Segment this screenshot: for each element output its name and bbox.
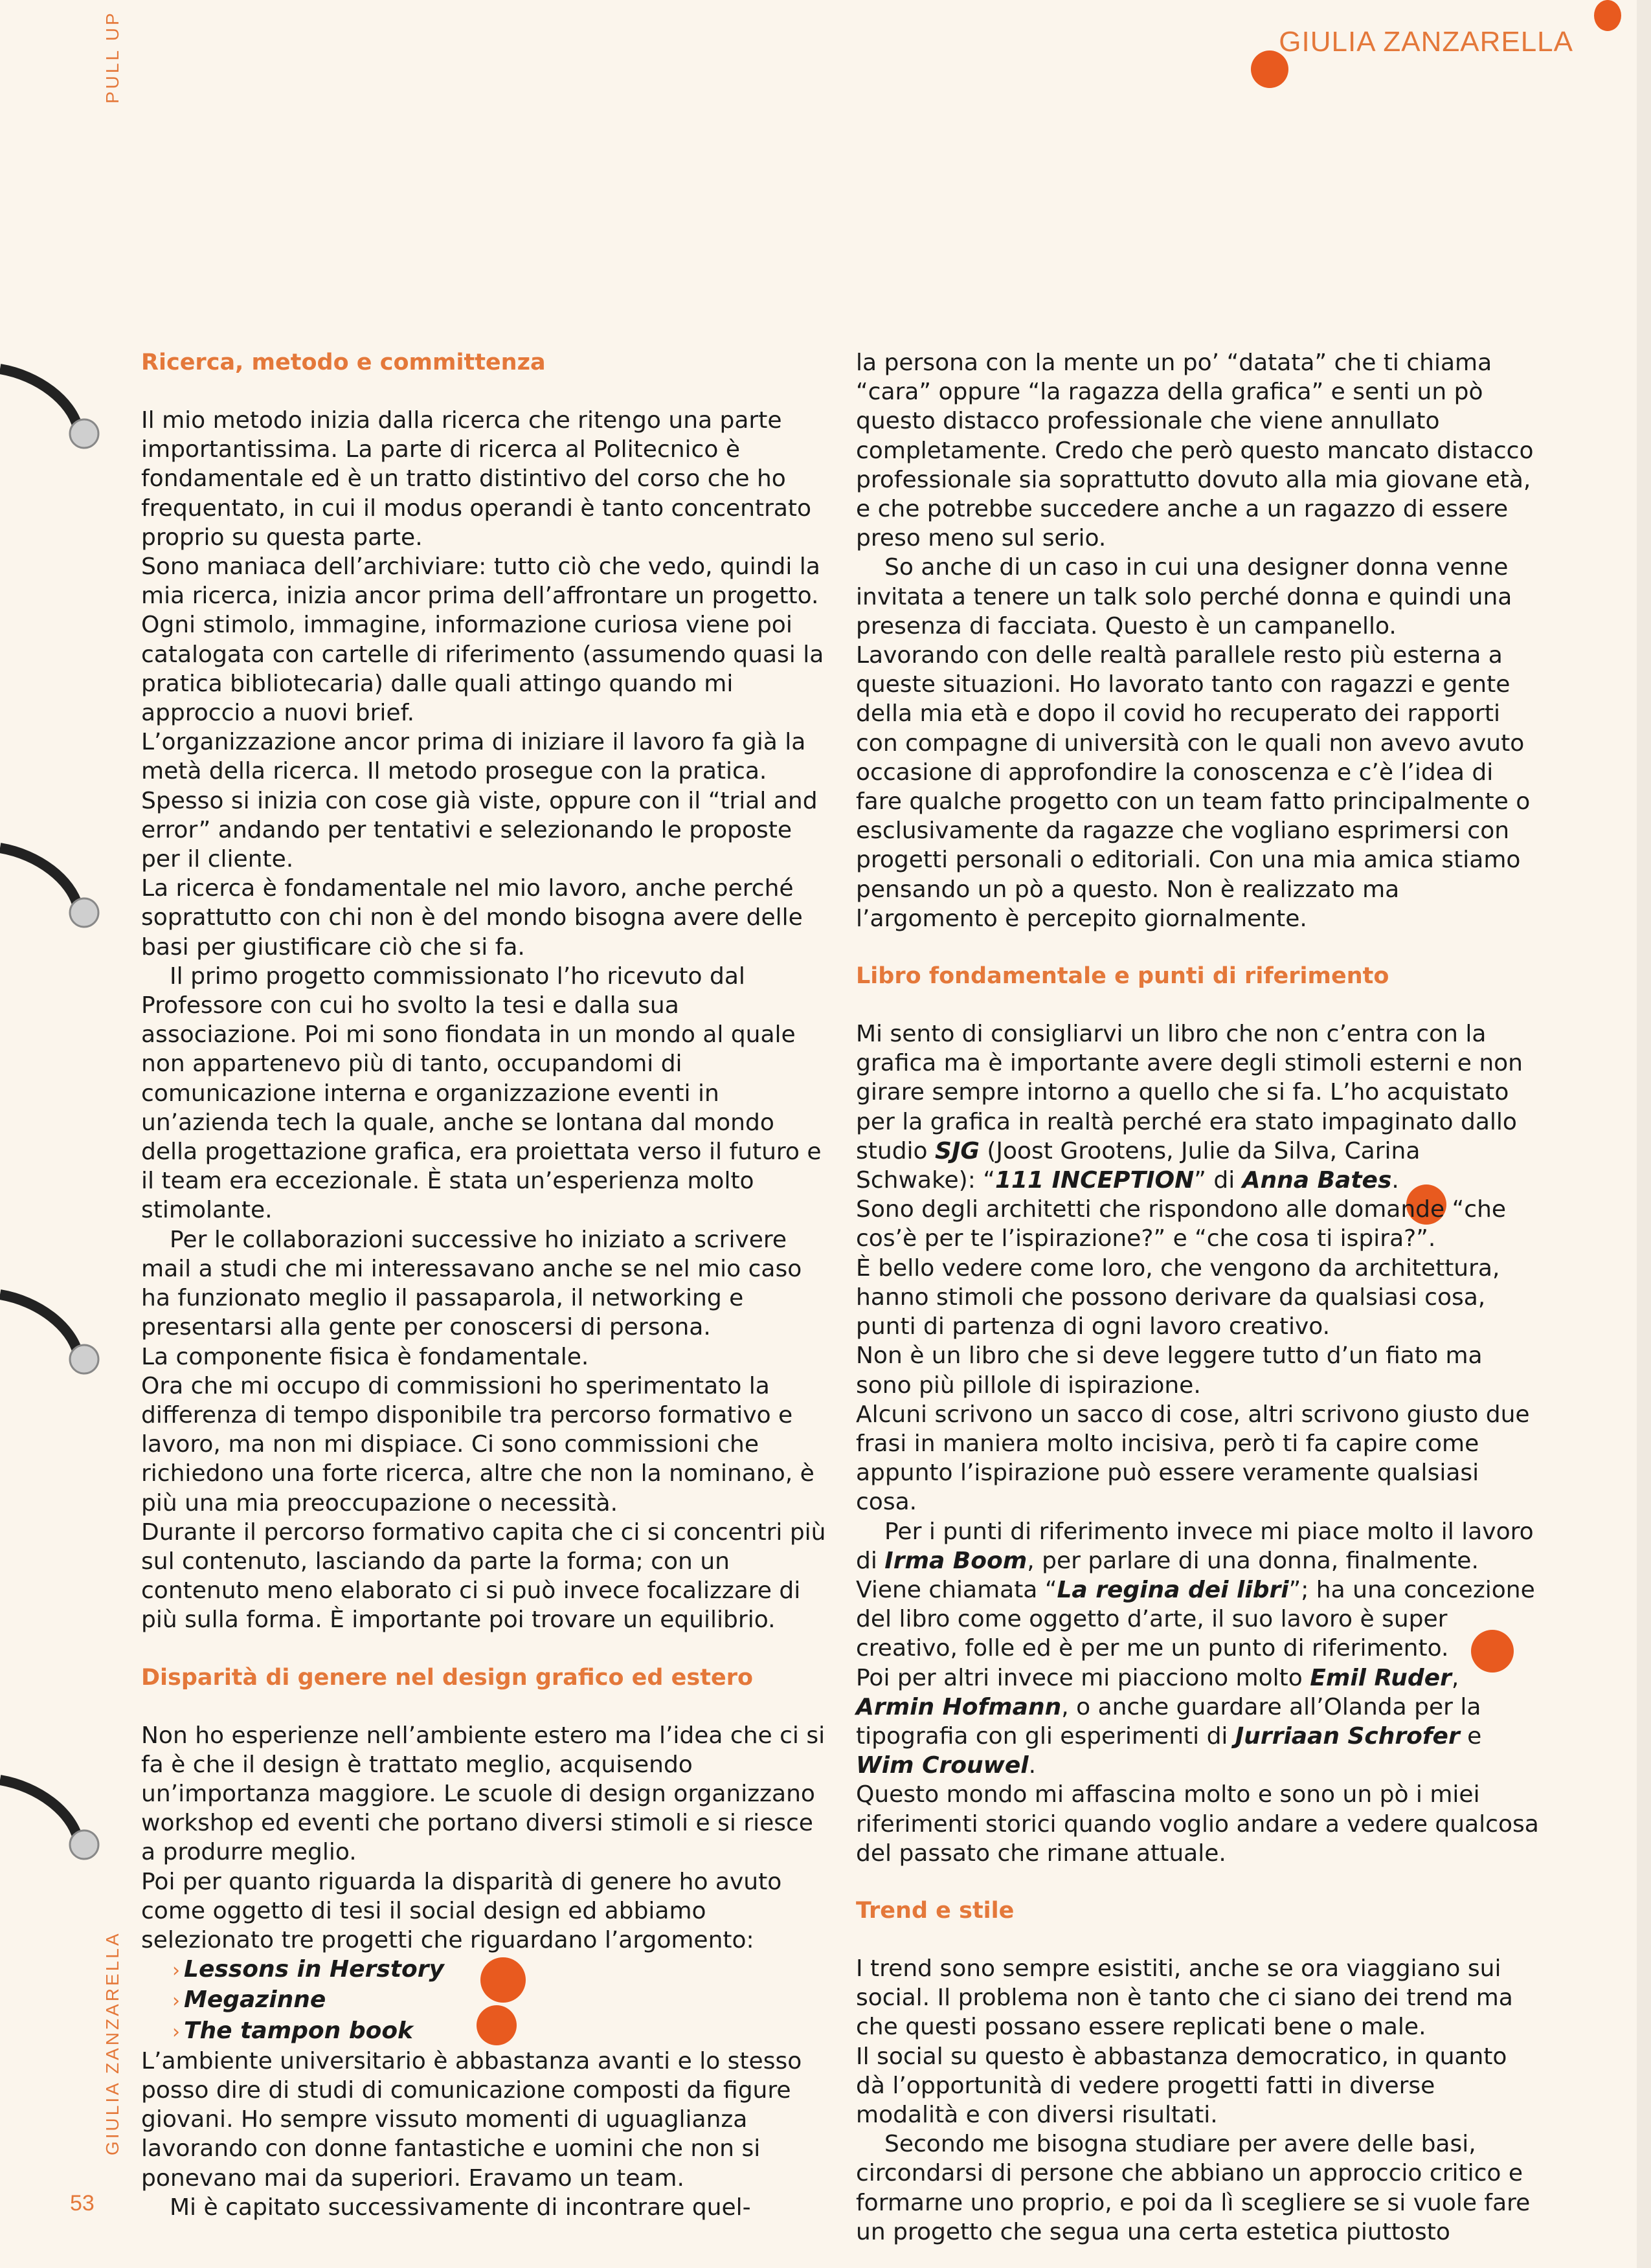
text-run: , o anche guardare all’Olanda per la tipografia con gli esperimenti di — [856, 1693, 1481, 1750]
paragraph: Alcuni scrivono un sacco di cose, altri scrivono giusto due frasi in maniera molto incisiva, però ti fa capire come appunto l’ispirazione può essere veramente qualsiasi cosa. — [856, 1401, 1530, 1516]
binder-ring-icon — [0, 362, 110, 460]
nickname: La regina dei libri — [1057, 1576, 1289, 1603]
text-run: . — [1391, 1167, 1399, 1194]
paragraph: L’ambiente universitario è abbastanza avanti e lo stesso posso dire di studi di comunicazione composti da figure giovani. Ho sempre vissuto momenti di uguaglianza lavorando con donne fantastiche e uomini che non si ponevano mai da superiori. Eravamo un team. — [141, 2047, 802, 2192]
paragraph — [856, 1517, 1542, 1663]
text-run: Mi sento di consigliarvi un libro che non c’entra con la grafica ma è importante avere degli stimoli esterni e non girare sempre intorno a quello che si fa. L’ho acquistato per la grafica in realtà perché era stato impaginato dallo studio — [856, 1021, 1523, 1164]
project-list — [141, 1955, 827, 2047]
designer-name: Emil Ruder — [1310, 1664, 1452, 1691]
book-author: Anna Bates — [1242, 1167, 1392, 1194]
section-heading: Disparità di genere nel design grafico ed estero — [141, 1664, 753, 1691]
paragraph: Il primo progetto commissionato l’ho ricevuto dal Professore con cui ho svolto la tesi e dalla sua associazione. Poi mi sono fiondata in un mondo al quale non appartenevo più di tanto, occupandomi di comunicazione interna e organizzazione eventi in un’azienda tech la quale, anche se lontana dal mondo della progettazione grafica, era proiettata verso il futuro e il team era eccezionale. È stata un’esperienza molto stimolante. — [141, 962, 822, 1224]
list-item-text: Megazinne — [184, 1986, 326, 2014]
list-item — [172, 1985, 827, 2016]
designer-name: Wim Crouwel — [856, 1752, 1029, 1779]
footer-author-name: GIULIA ZANZARELLA — [102, 1931, 122, 2155]
section-heading: Libro fondamentale e punti di riferimento — [856, 963, 1389, 990]
paragraph: Per le collaborazioni successive ho iniziato a scrivere mail a studi che mi interessavano anche se nel mio caso ha funzionato meglio il passaparola, il networking e presentarsi alla gente per conoscersi di persona. — [141, 1226, 802, 1341]
paragraph: La componente fisica è fondamentale. — [141, 1343, 589, 1370]
header-author-name: GIULIA ZANZARELLA — [1279, 26, 1573, 58]
paragraph: So anche di un caso in cui una designer donna venne invitata a tenere un talk solo perché donna e quindi una presenza di facciata. Questo è un campanello. — [856, 554, 1512, 639]
section-label-pull-up: PULL UP — [102, 10, 122, 104]
paragraph: Poi per quanto riguarda la disparità di genere ho avuto come oggetto di tesi il social design ed abbiamo selezionato tre progetti che riguardano l’argomento: — [141, 1868, 782, 1953]
text-run: Poi per altri invece mi piacciono molto — [856, 1664, 1310, 1691]
studio-name: SJG — [935, 1137, 980, 1164]
paragraph: L’organizzazione ancor prima di iniziare il lavoro fa già la metà della ricerca. Il metodo prosegue con la pratica. Spesso si inizia con cose già viste, oppure con il “trial and error” andando per tentativi e selezionando le proposte per il cliente. — [141, 729, 818, 873]
paragraph: Durante il percorso formativo capita che ci si concentri più sul contenuto, lasciando da parte la forma; con un contenuto meno elaborato ci si può invece focalizzare di più sulla forma. È importante poi trovare un equilibrio. — [141, 1518, 826, 1634]
text-run: . — [1028, 1752, 1037, 1779]
paragraph: Lavorando con delle realtà parallele resto più esterna a queste situazioni. Ho lavorato tanto con ragazzi e gente della mia età e dopo il covid ho recuperato dei rapporti con compagne di università con le quali non avevo avuto occasione di approfondire la conoscenza e c’è l’idea di fare qualche progetto con un team fatto principalmente o esclusivamente da ragazze che vogliano esprimersi con progetti personali o editoriali. Con una mia amica stiamo pensando un pò a questo. Non è realizzato ma l’argomento è percepito giornalmente. — [856, 642, 1531, 932]
list-item — [172, 1955, 827, 1985]
paragraph: Il mio metodo inizia dalla ricerca che ritengo una parte importantissima. La parte di ricerca al Politecnico è fondamentale ed è un tratto distintivo del corso che ho frequentato, in cui il modus operandi è tanto concentrato proprio su questa parte. — [141, 407, 812, 551]
paragraph: I trend sono sempre esistiti, anche se ora viaggiano sui social. Il problema non è tanto che ci siano dei trend ma che questi possano essere replicati bene o male. — [856, 1955, 1513, 2041]
paragraph: Ora che mi occupo di commissioni ho sperimentato la differenza di tempo disponibile tra percorso formativo e lavoro, ma non mi dispiace. Ci sono commissioni che richiedono una forte ricerca, altre che non la nominano, è più una mia preoccupazione o necessità. — [141, 1372, 814, 1517]
sticker-dot — [1594, 0, 1621, 31]
paragraph: la persona con la mente un po’ “datata” che ti chiama “cara” oppure “la ragazza della grafica” e senti un pò questo distacco professionale che viene annullato completamente. Credo che però questo mancato distacco professionale sia soprattutto dovuto alla mia giovane età, e che potrebbe succedere anche a un ragazzo di essere preso meno sul serio. — [856, 350, 1534, 552]
text-run: , — [1451, 1664, 1459, 1691]
list-item — [172, 2016, 827, 2047]
bullet-marker: › — [172, 1959, 180, 1983]
text-run: , per parlare di una donna, finalmente. Viene chiamata “ — [856, 1547, 1479, 1603]
right-column — [856, 348, 1542, 2247]
paragraph: Questo mondo mi affascina molto e sono un pò i miei riferimenti storici quando voglio andare a vedere qualcosa del passato che rimane attuale. — [856, 1781, 1539, 1867]
paragraph — [856, 1019, 1542, 1195]
page-number: 53 — [70, 2191, 95, 2216]
sticker-dot — [1251, 50, 1288, 88]
paragraph: La ricerca è fondamentale nel mio lavoro, anche perché soprattutto con chi non è del mondo bisogna avere delle basi per giustificare ciò che si fa. — [141, 875, 803, 961]
designer-name: Jurriaan Schrofer — [1235, 1722, 1460, 1750]
paragraph: Mi è capitato successivamente di incontrare quel- — [170, 2194, 751, 2221]
bullet-marker: › — [172, 2020, 180, 2043]
paragraph: È bello vedere come loro, che vengono da architettura, hanno stimoli che possono derivare da qualsiasi cosa, punti di partenza di ogni lavoro creativo. — [856, 1254, 1500, 1340]
binder-ring-icon — [0, 1288, 110, 1385]
text-run: (Joost Grootens, Julie da Silva, Carina Schwake): “ — [856, 1137, 1421, 1194]
paragraph: Sono maniaca dell’archiviare: tutto ciò che vedo, quindi la mia ricerca, inizia ancor prima dell’affrontare un progetto. Ogni stimolo, immagine, informazione curiosa viene poi catalogata con cartelle di riferimento (assumendo quasi la pratica bibliotecaria) dalle quali attingo quando mi approccio a nuovi brief. — [141, 553, 824, 727]
book-title: 111 INCEPTION — [994, 1167, 1195, 1194]
paragraph — [856, 1663, 1542, 1781]
paragraph: Secondo me bisogna studiare per avere delle basi, circondarsi di persone che abbiano un approccio critico e formarne uno proprio, e poi da lì scegliere se si vuole fare un progetto che segua una certa estetica piuttosto — [856, 2131, 1531, 2245]
text-run: Per i punti di riferimento invece mi piace molto il lavoro di — [856, 1518, 1534, 1574]
list-item-text: The tampon book — [184, 2017, 413, 2044]
paragraph: Non ho esperienze nell’ambiente estero ma l’idea che ci si fa è che il design è trattato meglio, acquisendo un’importanza maggiore. Le scuole di design organizzano workshop ed eventi che portano diversi stimoli e si riesce a produrre meglio. — [141, 1722, 826, 1866]
list-item-text: Lessons in Herstory — [184, 1956, 444, 1983]
section-heading: Ricerca, metodo e committenza — [141, 350, 546, 375]
section-heading: Trend e stile — [856, 1897, 1015, 1924]
designer-name: Armin Hofmann — [856, 1693, 1062, 1720]
left-column — [141, 348, 827, 2222]
text-run: ” di — [1194, 1167, 1242, 1194]
page-edge — [1637, 0, 1651, 2268]
binder-ring-icon — [0, 841, 110, 939]
paragraph: Il social su questo è abbastanza democratico, in quanto dà l’opportunità di vedere progetti fatti in diverse modalità e con diversi risultati. — [856, 2043, 1507, 2128]
binder-ring-icon — [0, 1773, 110, 1871]
bullet-marker: › — [172, 1990, 180, 2013]
paragraph: Non è un libro che si deve leggere tutto d’un fiato ma sono più pillole di ispirazione. — [856, 1342, 1483, 1399]
text-run: ”; ha una concezione del libro come oggetto d’arte, il suo lavoro è super creativo, folle ed è per me un punto di riferimento. — [856, 1576, 1535, 1662]
designer-name: Irma Boom — [884, 1547, 1028, 1574]
text-run: e — [1459, 1722, 1482, 1750]
paragraph: Sono degli architetti che rispondono alle domande “che cos’è per te l’ispirazione?” e “che cosa ti ispira?”. — [856, 1196, 1507, 1252]
